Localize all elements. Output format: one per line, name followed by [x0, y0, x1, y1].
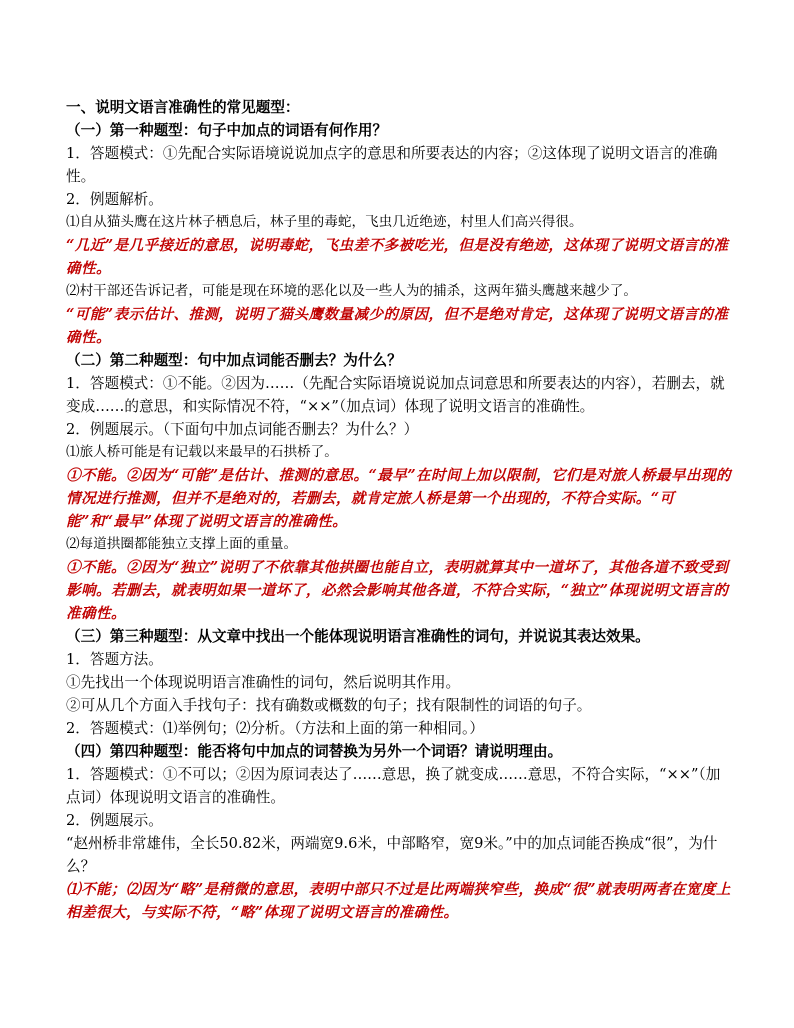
type-two-heading: （二）第二种题型：句中加点词能否删去？为什么？ — [66, 352, 402, 369]
type-four-example-label: 2．例题展示。 — [66, 812, 163, 829]
type-three-method-label: 1．答题方法。 — [66, 651, 163, 668]
type-three-method-2: ②可从几个方面入手找句子：找有确数或概数的句子；找有限制性的词语的句子。 — [66, 697, 592, 714]
type-two-answer-2: ①不能。②因为“独立”说明了不依靠其他拱圈也能自立，表明就算其中一道坏了，其他各道不致受到影响。若删去，就表明如果一道坏了，必然会影响其他各道，不符合实际，“独立”体现说明文语言的准确性。 — [66, 559, 729, 622]
type-four-question-1: “赵州桥非常雄伟，全长50.82米，两端宽9.6米，中部略窄，宽9米。”中的加点词能否换成“很”，为什么？ — [66, 835, 718, 875]
type-three-method-1: ①先找出一个体现说明语言准确性的词句，然后说明其作用。 — [66, 674, 461, 691]
type-two-answer-1: ①不能。②因为“可能”是估计、推测的意思。“最早”在时间上加以限制，它们是对旅人桥最早出现的情况进行推测，但并不是绝对的，若删去，就肯定旅人桥是第一个出现的，不符合实际。“可能”和“最早”体现了说明文语言的准确性。 — [66, 467, 731, 530]
type-one-answer-mode: 1．答题模式：①先配合实际语境说说加点字的意思和所要表达的内容；②这体现了说明文语言的准确性。 — [66, 145, 718, 185]
type-four-answer-mode: 1．答题模式：①不可以；②因为原词表达了……意思，换了就变成……意思，不符合实际，“××”（加点词）体现说明文语言的准确性。 — [66, 766, 721, 806]
section-title: 一、说明文语言准确性的常见题型： — [66, 99, 300, 116]
type-three-heading: （三）第三种题型：从文章中找出一个能体现说明语言准确性的词句，并说说其表达效果。 — [66, 628, 650, 645]
type-two-answer-mode: 1．答题模式：①不能。②因为……（先配合实际语境说说加点词意思和所要表达的内容），若删去，就变成……的意思，和实际情况不符，“××”（加点词）体现了说明文语言的准确性。 — [66, 375, 725, 415]
type-two-example-label: 2．例题展示。（下面句中加点词能否删去？为什么？） — [66, 421, 419, 438]
type-one-heading: （一）第一种题型：句子中加点的词语有何作用？ — [66, 122, 388, 139]
type-one-question-2: ⑵村干部还告诉记者，可能是现在环境的恶化以及一些人为的捕杀，这两年猫头鹰越来越少了。 — [66, 283, 637, 299]
type-four-heading: （四）第四种题型：能否将句中加点的词替换为另外一个词语？请说明理由。 — [66, 743, 563, 760]
type-four-answer-1: ⑴不能；⑵因为“略”是稍微的意思，表明中部只不过是比两端狭窄些，换成“很”就表明两者在宽度上相差很大，与实际不符，“略”体现了说明文语言的准确性。 — [66, 881, 731, 921]
type-two-question-1: ⑴旅人桥可能是有记载以来最早的石拱桥了。 — [66, 444, 338, 460]
type-one-answer-1: “几近”是几乎接近的意思，说明毒蛇，飞虫差不多被吃光，但是没有绝迹，这体现了说明文语言的准确性。 — [66, 237, 729, 277]
type-one-answer-2: “可能”表示估计、推测，说明了猫头鹰数量减少的原因，但不是绝对肯定，这体现了说明文语言的准确性。 — [66, 306, 729, 346]
type-three-answer-mode: 2．答题模式：⑴举例句；⑵分析。（方法和上面的第一种相同。） — [66, 720, 484, 737]
type-one-example-label: 2．例题解析。 — [66, 191, 163, 208]
type-one-question-1: ⑴自从猫头鹰在这片林子栖息后，林子里的毒蛇，飞虫几近绝迹，村里人们高兴得很。 — [66, 214, 583, 230]
type-two-question-2: ⑵每道拱圈都能独立支撑上面的重量。 — [66, 536, 298, 552]
document-page — [66, 96, 732, 924]
